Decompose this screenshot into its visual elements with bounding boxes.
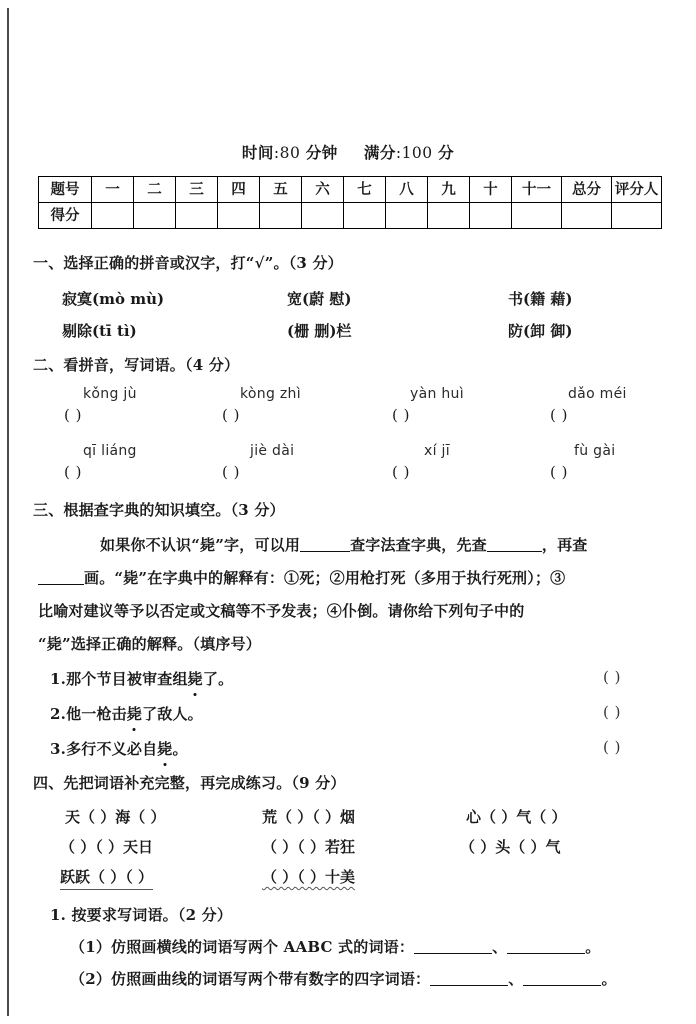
section-4-idiom-2[interactable]: 荒（ ）（ ）烟 [262,808,355,826]
table-row-label-score: 得分 [39,203,92,229]
section-4-sub-item-1 [70,936,600,957]
section-1-item-1[interactable]: 寂寞(mò mù) [62,290,165,308]
time-colon: : [273,144,280,162]
section-4-sub-2-label: （2）仿照画曲线的词语写两个带有数字的四字词语： [70,970,431,988]
time-unit: 分钟 [305,143,338,162]
section-1-title: 一、选择正确的拼音或汉字，打“√”。（3 分） [33,254,343,272]
table-col-5: 五 [260,177,302,203]
section-1-item-6[interactable]: 防(卸 御) [508,322,573,340]
section-2-pinyin-8: fù gài [574,443,616,459]
score-table-container [38,176,658,229]
fullscore-unit: 分 [438,143,455,162]
score-table [38,176,662,229]
section-3-question-1 [50,668,233,689]
section-3-blank-1[interactable] [300,537,350,552]
exam-meta [0,141,696,163]
section-3-q2-before: 他一枪击 [66,705,127,723]
score-cell-1[interactable] [92,203,134,229]
section-4-sub-2-blank-a[interactable] [430,971,508,986]
table-col-4: 四 [218,177,260,203]
section-3-text-b: 查字法查字典，先查 [350,536,487,554]
table-row-label-question: 题号 [39,177,92,203]
score-cell-7[interactable] [344,203,386,229]
section-4-sub-2-sep: 、 [508,970,524,988]
table-col-total: 总分 [562,177,612,203]
section-3-q2-after: 了敌人。 [142,705,203,723]
section-2-pinyin-3: yàn huì [410,386,464,402]
section-3-paragraph-line-1 [100,534,587,555]
section-3-q2-num: 2. [50,705,67,723]
time-label: 时间 [241,143,274,162]
section-2-pinyin-2: kòng zhì [240,386,301,402]
section-3-q1-before: 那个节目被审查组 [66,670,188,688]
table-col-10: 十 [470,177,512,203]
table-col-9: 九 [428,177,470,203]
score-cell-11[interactable] [512,203,562,229]
section-4-idiom-1[interactable]: 天（ ）海（ ） [65,808,166,826]
section-4-sub-1-sep: 、 [492,938,508,956]
section-2-answer-1[interactable]: ( ) [64,406,82,424]
table-col-2: 二 [134,177,176,203]
score-cell-4[interactable] [218,203,260,229]
section-4-idiom-8-wavy[interactable]: （ ）（ ）十美 [262,868,355,886]
section-1-item-5[interactable]: (栅 删)栏 [287,322,352,340]
score-cell-3[interactable] [176,203,218,229]
fullscore-colon: : [395,144,402,162]
table-row-question-numbers [39,177,662,203]
section-3-q3-after: 。 [172,740,188,758]
table-col-1: 一 [92,177,134,203]
section-3-text-d: 画。“毙”在字典中的解释有：①死；②用枪打死（多用于执行死刑）；③ [84,569,566,587]
section-3-question-2 [50,703,203,724]
section-2-answer-8[interactable]: ( ) [550,463,568,481]
section-4-sub-1-blank-a[interactable] [414,939,492,954]
section-4-subtitle: 1. 按要求写词语。（2 分） [50,906,233,924]
section-4-sub-1-label: （1）仿照画横线的词语写两个 AABC 式的词语： [70,938,415,956]
section-2-pinyin-4: dǎo méi [568,386,627,402]
section-2-answer-4[interactable]: ( ) [550,406,568,424]
section-3-q3-before: 多行不义必自 [66,740,158,758]
table-col-8: 八 [386,177,428,203]
fullscore-value: 100 [401,144,433,162]
section-4-sub-1-blank-b[interactable] [507,939,585,954]
section-2-title: 二、看拼音，写词语。（4 分） [33,356,240,374]
section-2-answer-7[interactable]: ( ) [392,463,410,481]
section-4-idiom-6[interactable]: （ ）头（ ）气 [460,838,561,856]
score-cell-total[interactable] [562,203,612,229]
section-3-blank-3[interactable] [38,570,84,585]
score-cell-10[interactable] [470,203,512,229]
section-2-pinyin-6: jiè dài [250,443,295,459]
table-col-6: 六 [302,177,344,203]
section-3-title: 三、根据查字典的知识填空。（3 分） [33,501,285,519]
section-3-text-c: ，再查 [541,536,588,554]
score-cell-5[interactable] [260,203,302,229]
table-row-scores [39,203,662,229]
section-3-paragraph-line-2 [38,567,565,588]
section-2-answer-6[interactable]: ( ) [222,463,240,481]
section-3-paragraph-line-4: “毙”选择正确的解释。（填序号） [38,635,261,653]
score-cell-6[interactable] [302,203,344,229]
section-3-q1-answer[interactable]: ( ) [603,668,621,686]
score-cell-2[interactable] [134,203,176,229]
fullscore-label: 满分 [363,143,396,162]
table-col-11: 十一 [512,177,562,203]
section-1-item-2[interactable]: 宽(蔚 慰) [287,290,352,308]
section-2-answer-5[interactable]: ( ) [64,463,82,481]
section-2-pinyin-5: qī liáng [83,443,137,459]
score-cell-9[interactable] [428,203,470,229]
section-3-q1-after: 了。 [202,670,234,688]
section-3-q1-num: 1. [50,670,67,688]
time-value: 80 [279,144,301,162]
section-2-answer-3[interactable]: ( ) [392,406,410,424]
section-4-sub-2-blank-b[interactable] [523,971,601,986]
table-col-3: 三 [176,177,218,203]
section-2-answer-2[interactable]: ( ) [222,406,240,424]
section-4-title: 四、先把词语补充完整，再完成练习。（9 分） [33,774,346,792]
section-2-pinyin-1: kǒng jù [83,386,137,402]
section-3-blank-2[interactable] [487,537,542,552]
score-cell-grader[interactable] [612,203,662,229]
table-col-7: 七 [344,177,386,203]
section-3-q3-keyword: 毙 [157,740,173,758]
section-3-q3-num: 3. [50,740,67,758]
section-3-q2-keyword: 毙 [126,705,143,723]
section-4-sub-item-2 [70,968,617,989]
section-4-idiom-4[interactable]: （ ）（ ）天日 [60,838,153,856]
section-4-sub-1-end: 。 [585,938,601,956]
section-4-sub-2-end: 。 [601,970,617,988]
score-cell-8[interactable] [386,203,428,229]
section-3-question-3 [50,738,188,759]
section-4-idiom-3[interactable]: 心（ ）气（ ） [466,808,567,826]
table-col-grader: 评分人 [612,177,662,203]
section-3-paragraph-line-3: 比喻对建议等予以否定或文稿等不予发表；④仆倒。请你给下列句子中的 [38,602,525,620]
section-4-idiom-5[interactable]: （ ）（ ）若狂 [262,838,355,856]
section-3-q2-answer[interactable]: ( ) [603,703,621,721]
section-4-idiom-7-underlined[interactable]: 跃跃（ ）（ ） [60,866,153,890]
section-3-q1-keyword: 毙 [187,670,203,688]
section-3-q3-answer[interactable]: ( ) [603,738,621,756]
section-1-item-3[interactable]: 书(籍 藉) [508,290,573,308]
section-1-item-4[interactable]: 剔除(tī tì) [62,322,137,340]
section-3-text-a: 如果你不认识“毙”字，可以用 [100,536,301,554]
section-2-pinyin-7: xí jī [424,443,450,459]
